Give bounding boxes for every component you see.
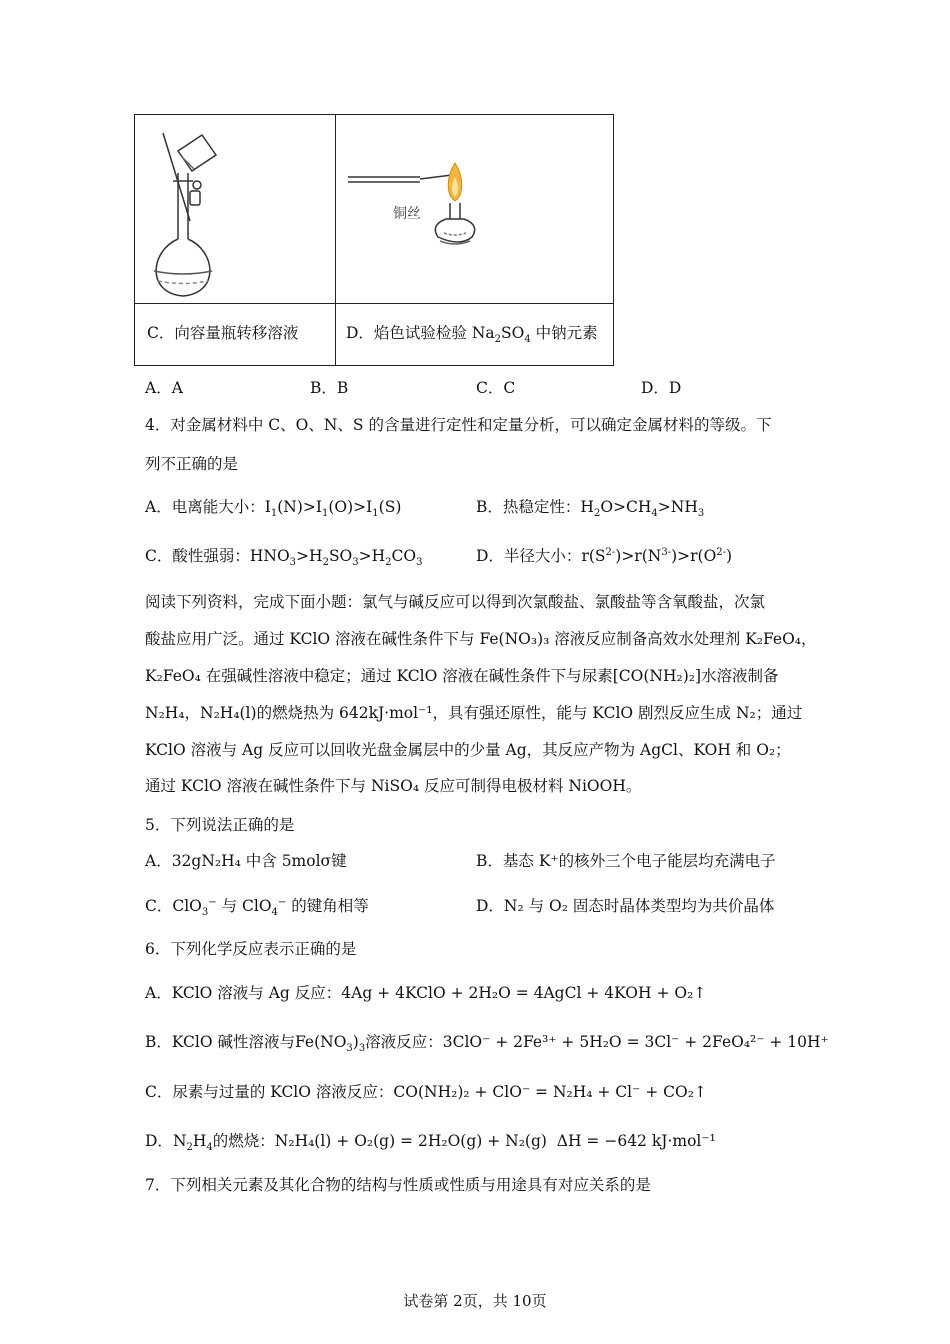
q4-option-c: C．酸性强弱：$HNO_3>H_2SO_3>H_2CO_3$	[145, 547, 423, 569]
q6-option-a: A．KClO 溶液与 Ag 反应：4Ag + 4KClO + 2H₂O = 4AgCl + 4KOH + O₂↑	[145, 984, 707, 1002]
reading-line5: KClO 溶液与 Ag 反应可以回收光盘金属层中的少量 Ag，其反应产物为 AgCl、KOH 和 O₂；	[145, 741, 791, 759]
q4-option-b: B．热稳定性：$H_2O>CH_4>NH_3$	[476, 498, 705, 520]
q3-option-c: C．C	[476, 379, 516, 397]
q6-stem: 6．下列化学反应表示正确的是	[145, 940, 357, 958]
q5-option-b: B．基态 K⁺的核外三个电子能层均充满电子	[476, 852, 776, 870]
q7-stem: 7．下列相关元素及其化合物的结构与性质或性质与用途具有对应关系的是	[145, 1176, 651, 1194]
q6-option-c: C．尿素与过量的 KClO 溶液反应：CO(NH₂)₂ + ClO⁻ = N₂H₄ + Cl⁻ + CO₂↑	[145, 1083, 707, 1101]
option-c-caption: C．向容量瓶转移溶液	[147, 324, 299, 342]
q6-option-d: D．$N_2H_4$的燃烧：N₂H₄(l) + O₂(g) = 2H₂O(g) + N₂(g) ΔH = −642 kJ·mol⁻¹	[145, 1132, 716, 1154]
option-d-caption: D．焰色试验检验 $Na_2SO_4$ 中钠元素	[346, 324, 598, 346]
q3-option-d: D．D	[641, 379, 682, 397]
table-horizontal-divider	[135, 303, 613, 304]
volumetric-flask-illustration	[140, 121, 330, 299]
q3-option-b: B．B	[310, 379, 349, 397]
reading-line4: N₂H₄，N₂H₄(l)的燃烧热为 642kJ·mol⁻¹，具有强还原性，能与 KClO 剧烈反应生成 N₂；通过	[145, 704, 803, 722]
q4-option-a: A．电离能大小：$I_1(N)>I_1(O)>I_1(S)$	[145, 498, 402, 520]
reading-line6: 通过 KClO 溶液在碱性条件下与 NiSO₄ 反应可制得电极材料 NiOOH。	[145, 777, 642, 795]
q5-stem: 5．下列说法正确的是	[145, 816, 295, 834]
page-footer: 试卷第 2页，共 10页	[403, 1292, 547, 1310]
q5-option-a: A．32gN₂H₄ 中含 5molσ键	[145, 852, 347, 870]
q4-stem-line1: 4．对金属材料中 C、O、N、S 的含量进行定性和定量分析，可以确定金属材料的等级。下	[145, 416, 772, 434]
table-vertical-divider	[335, 115, 336, 365]
reading-line2: 酸盐应用广泛。通过 KClO 溶液在碱性条件下与 Fe(NO₃)₃ 溶液反应制备高效水处理剂 K₂FeO₄，	[145, 630, 817, 648]
copper-wire-label: 铜丝	[393, 206, 421, 222]
q4-option-d: D．半径大小：$r(S^{2-})>r(N^{3-})>r(O^{2-})$	[476, 546, 733, 565]
q5-option-c: C．ClO$_3$− 与 ClO$_4$− 的键角相等	[145, 896, 369, 919]
q5-option-d: D．N₂ 与 O₂ 固态时晶体类型均为共价晶体	[476, 897, 775, 915]
flame-test-illustration	[340, 155, 610, 265]
q4-stem-line2: 列不正确的是	[145, 455, 239, 473]
reading-line3: K₂FeO₄ 在强碱性溶液中稳定；通过 KClO 溶液在碱性条件下与尿素[CO(NH₂)₂]水溶液制备	[145, 667, 779, 685]
q6-option-b: B．KClO 碱性溶液与$Fe(NO_3)_3$溶液反应：3ClO⁻ + 2Fe³⁺ + 5H₂O = 3Cl⁻ + 2FeO₄²⁻ + 10H⁺	[145, 1033, 829, 1055]
reading-line1: 阅读下列资料，完成下面小题：氯气与碱反应可以得到次氯酸盐、氯酸盐等含氧酸盐，次氯	[145, 593, 766, 611]
q3-option-a: A．A	[145, 379, 183, 397]
experiment-table	[134, 114, 614, 366]
